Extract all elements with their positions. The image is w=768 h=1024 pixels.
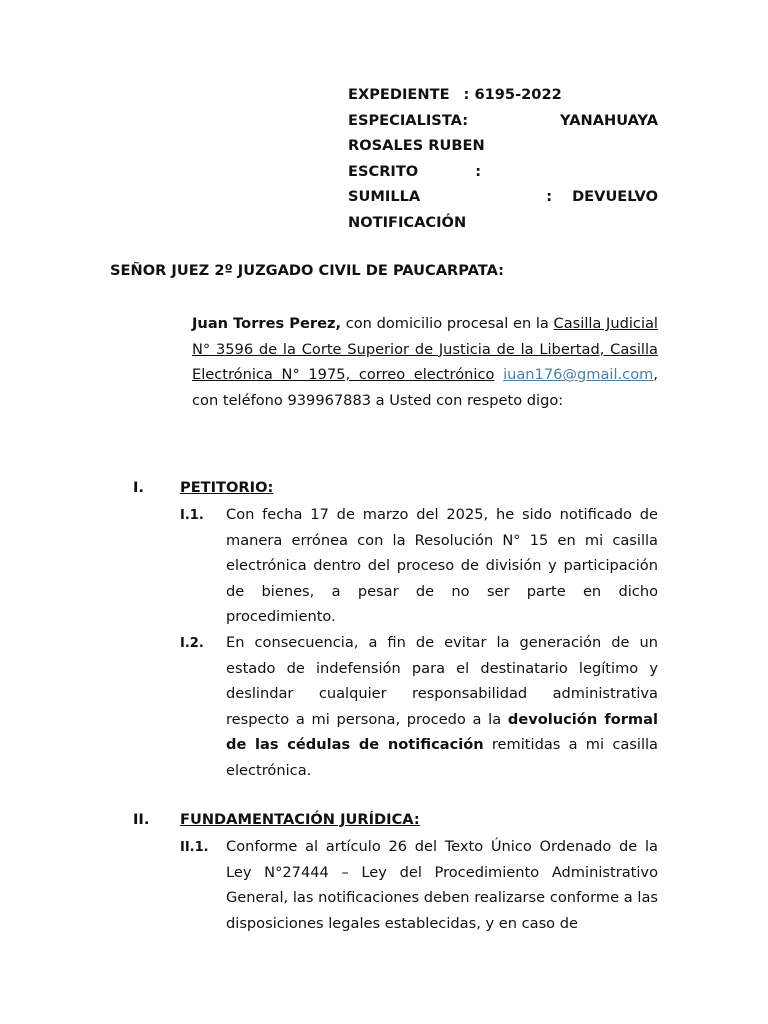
- intro-text-2: [494, 366, 503, 383]
- sumilla-value-cont: NOTIFICACIÓN: [348, 213, 467, 231]
- intro-text-1: con domicilio procesal en la: [341, 315, 554, 332]
- item-number: I.2.: [180, 636, 204, 651]
- section-title: FUNDAMENTACIÓN JURÍDICA:: [180, 811, 420, 828]
- item-text: [226, 630, 658, 784]
- list-item: [180, 834, 658, 936]
- email-link[interactable]: iuan176@gmail.com: [503, 366, 654, 384]
- casilla-details: Casilla Judicial N° 3596 de la Corte Superior de Justicia de la Libertad, Casilla Electrónica N° 1975, correo electrónico: [192, 315, 658, 384]
- especialista-line-2: [348, 133, 658, 159]
- item-text-part: remitidas a mi casilla electrónica.: [226, 736, 658, 779]
- especialista-label: ESPECIALISTA:: [348, 111, 469, 129]
- sumilla-value: DEVUELVO: [572, 188, 658, 206]
- escrito-value: :: [475, 162, 482, 180]
- section-number: I.: [133, 479, 144, 496]
- especialista-value-cont: ROSALES RUBEN: [348, 137, 485, 155]
- addressee: SEÑOR JUEZ 2º JUZGADO CIVIL DE PAUCARPATA:: [110, 262, 504, 279]
- item-number: I.1.: [180, 508, 204, 523]
- section-title: PETITORIO:: [180, 479, 274, 496]
- intro-paragraph: [192, 311, 658, 413]
- escrito-label: ESCRITO: [348, 162, 419, 180]
- expediente-line: [348, 82, 658, 108]
- item-text-bold: devolución formal de las cédulas de notificación: [226, 710, 658, 754]
- especialista-value: YANAHUAYA: [560, 111, 658, 129]
- item-number: II.1.: [180, 840, 209, 855]
- expediente-label: EXPEDIENTE: [348, 86, 450, 103]
- list-item: [180, 502, 658, 630]
- section-heading-fundamentacion: [133, 811, 420, 828]
- sumilla-colon: :: [546, 188, 553, 206]
- petitioner-name: Juan Torres Perez,: [192, 315, 342, 332]
- item-text-part: En consecuencia, a fin de evitar la generación de un estado de indefensión para el destinatario legítimo y deslindar cualquier responsabilidad administrativa respecto a mi persona, procedo a la: [226, 634, 658, 728]
- sumilla-line: [348, 184, 658, 210]
- list-item: [180, 630, 658, 784]
- section-heading-petitorio: [133, 479, 273, 496]
- intro-text-3: , con teléfono 939967883 a Usted con respeto digo:: [192, 366, 658, 409]
- item-text: Conforme al artículo 26 del Texto Único Ordenado de la Ley N°27444 – Ley del Procedimiento Administrativo General, las notificaciones deben realizarse conforme a las disposiciones legales establecidas, y en caso de: [226, 838, 658, 932]
- section-number: II.: [133, 811, 150, 828]
- case-header: [348, 82, 658, 236]
- sumilla-line-2: [348, 210, 658, 236]
- especialista-line: [348, 108, 658, 134]
- escrito-line: [348, 159, 658, 185]
- sumilla-label: SUMILLA: [348, 188, 421, 206]
- expediente-value: : 6195-2022: [463, 86, 562, 103]
- item-text: Con fecha 17 de marzo del 2025, he sido notificado de manera errónea con la Resolución N° 15 en mi casilla electrónica dentro del proceso de división y participación de bienes, a pesar de no ser parte en dicho procedimiento.: [226, 506, 658, 626]
